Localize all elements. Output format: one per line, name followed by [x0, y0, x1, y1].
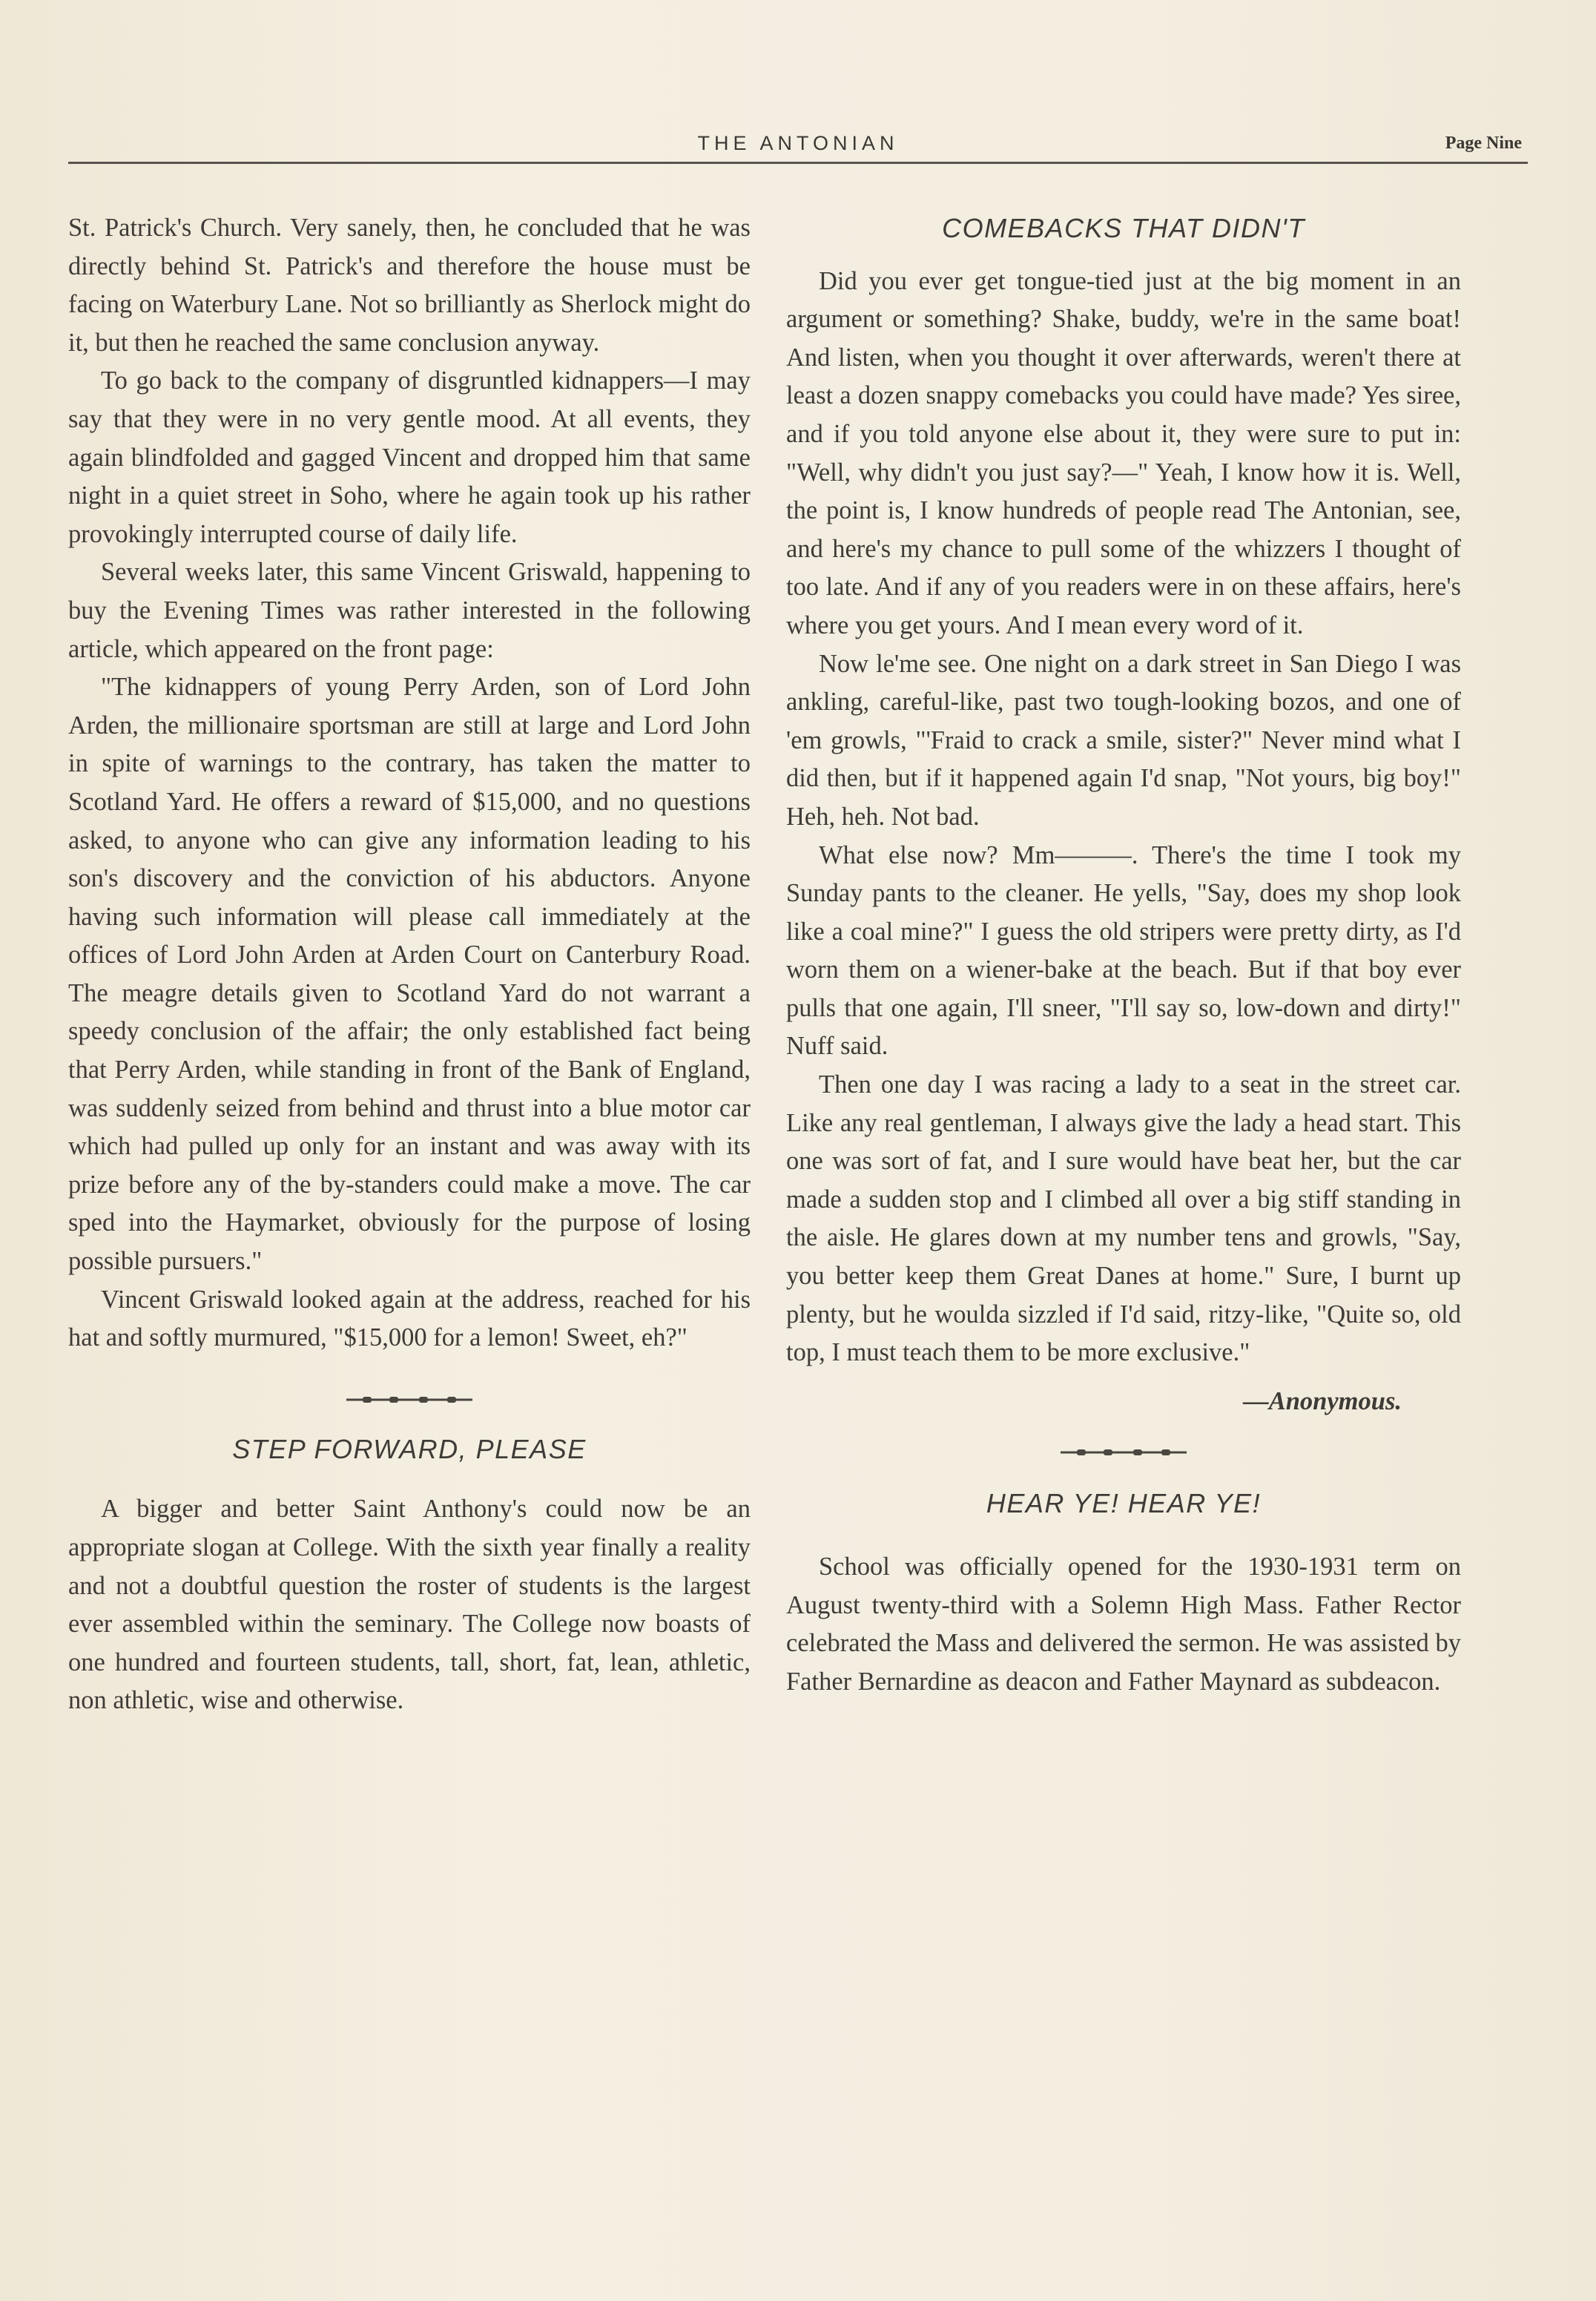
paragraph: To go back to the company of disgruntled kidnappers—I may say that they were in no very gentle mood. At all events, they again blindfolded and gagged Vincent and dropped him that same night in a quiet street in Soho, where he again took up his rather provokingly interrupted course of daily life.	[68, 366, 751, 548]
paragraph: Did you ever get tongue-tied just at the big moment in an argument or something? Shake, buddy, we're in the same boat! And listen, when you thought it over afterwards, weren't there at least a dozen snappy comebacks you could have made? Yes siree, and if you told anyone else about it, they were sure to put in: "Well, why didn't you just say?—" Yeah, I know how it is. Well, the point is, I know hundreds of people read The Antonian, see, and here's my chance to pull some of the whizzers I thought of too late. And if any of you readers were in on these affairs, here's where you get yours. And I mean every word of it.	[786, 266, 1461, 639]
section-heading: STEP FORWARD, PLEASE	[232, 1433, 587, 1464]
publication-title: THE ANTONIAN	[697, 132, 899, 154]
ornamental-divider	[346, 1395, 472, 1405]
page-number: Page Nine	[1445, 134, 1522, 153]
paragraph: Then one day I was racing a lady to a seat in the street car. Like any real gentleman, I always give the lady a head start. This one was sort of fat, and I sure would have beat her, but the car made a sudden stop and I climbed all over a big stiff standing in the aisle. He glares down at my number tens and growls, "Say, you better keep them Great Danes at home." Sure, I burnt up plenty, but he woulda sizzled if I'd said, ritzy-like, "Quite so, old top, I must teach them to be more exclusive."	[786, 1070, 1461, 1367]
left-column	[68, 209, 751, 1720]
paragraph: St. Patrick's Church. Very sanely, then, he concluded that he was directly behind St. Patrick's and therefore the house must be facing on Waterbury Lane. Not so brilliantly as Sherlock might do it, but then he reached the same conclusion anyway.	[68, 214, 751, 357]
paragraph: "The kidnappers of young Perry Arden, son of Lord John Arden, the millionaire sportsman are still at large and Lord John in spite of warnings to the contrary, has taken the matter to Scotland Yard. He offers a reward of $15,000, and no questions asked, to anyone who can give any information leading to his son's discovery and the conviction of his abductors. Anyone having such information will please call immediately at the offices of Lord John Arden at Arden Court on Canterbury Road. The meagre details given to Scotland Yard do not warrant a speedy conclusion of the affair; the only established fact being that Perry Arden, while standing in front of the Bank of England, was suddenly seized from behind and thrust into a blue motor car which had pulled up only for an instant and was away with its prize before any of the by-standers could make a move. The car sped into the Haymarket, obviously for the purpose of losing possible pursuers."	[68, 673, 751, 1276]
paragraph: School was officially opened for the 1930-1931 term on August twenty-third with a Solemn High Mass. Father Rector celebrated the Mass and delivered the sermon. He was assisted by Father Bernardine as deacon and Father Maynard as subdeacon.	[786, 1553, 1461, 1696]
paragraph: Several weeks later, this same Vincent Griswald, happening to buy the Evening Times was rather interested in the following article, which appeared on the front page:	[68, 558, 751, 663]
ornamental-divider	[1061, 1447, 1187, 1458]
section-heading: HEAR YE! HEAR YE!	[986, 1488, 1262, 1519]
byline: —Anonymous.	[1243, 1386, 1402, 1415]
paragraph: A bigger and better Saint Anthony's could now be an appropriate slogan at College. With the sixth year finally a reality and not a doubtful question the roster of students is the largest ever assembled within the seminary. The College now boasts of one hundred and fourteen students, tall, short, fat, lean, athletic, non athletic, wise and otherwise.	[68, 1495, 751, 1715]
section-heading: COMEBACKS THAT DIDN'T	[942, 213, 1305, 243]
paragraph: Vincent Griswald looked again at the address, reached for his hat and softly murmured, "$15,000 for a lemon! Sweet, eh?"	[68, 1285, 751, 1352]
paragraph: What else now? Mm———. There's the time I took my Sunday pants to the cleaner. He yells, "Say, does my shop look like a coal mine?" I guess the old stripers were pretty dirty, as I'd worn them on a wiener-bake at the beach. But if that boy ever pulls that one again, I'll sneer, "I'll say so, low-down and dirty!" Nuff said.	[786, 840, 1461, 1061]
running-header	[68, 132, 1528, 164]
paragraph: Now le'me see. One night on a dark street in San Diego I was ankling, careful-like, past two tough-looking bozos, and one of 'em growls, "'Fraid to crack a smile, sister?" Never mind what I did then, but if it happened again I'd snap, "Not yours, big boy!" Heh, heh. Not bad.	[786, 649, 1461, 831]
right-column	[786, 209, 1461, 1701]
